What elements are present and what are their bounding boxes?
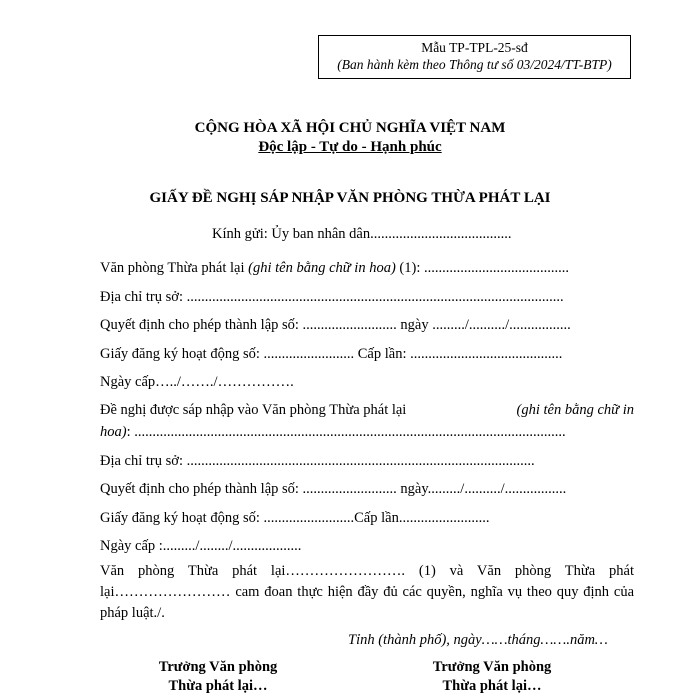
office-name-line — [100, 260, 569, 277]
left-signature-title: Trưởng Văn phòng — [158, 659, 278, 675]
recipient-line: Kính gửi: Ủy ban nhân dân....................................... — [212, 226, 512, 242]
merge-into-label: Đề nghị được sáp nhập vào Văn phòng Thừa phát lại — [100, 402, 407, 418]
left-signature-subtitle: Thừa phát lại… — [168, 678, 268, 694]
decision-line-1: Quyết định cho phép thành lập số: .......................... ngày ........./........../................. — [100, 317, 571, 333]
merge-into-note-cont: hoa) — [100, 424, 127, 440]
merge-into-blank: : ....................................................................................................................... — [126, 424, 566, 440]
merge-into-line — [100, 402, 634, 419]
address-line-2: Địa chỉ trụ sở: ................................................................................................ — [100, 453, 535, 469]
form-issuance-note: (Ban hành kèm theo Thông tư số 03/2024/TT-BTP) — [337, 57, 612, 72]
national-motto: Độc lập - Tự do - Hạnh phúc — [258, 139, 442, 155]
right-signature-subtitle: Thừa phát lại… — [442, 678, 542, 694]
left-signature-block — [118, 658, 318, 696]
merge-into-note: (ghi tên bằng chữ in — [516, 402, 634, 418]
issue-date-line-1: Ngày cấp…../……./……………. — [100, 374, 294, 390]
merge-into-line-2 — [100, 424, 566, 441]
right-signature-title: Trưởng Văn phòng — [432, 659, 552, 675]
registration-line-1: Giấy đăng ký hoạt động số: ......................... Cấp lần: .......................................... — [100, 346, 563, 362]
office-name-note: (ghi tên bằng chữ in hoa) — [248, 260, 396, 276]
country-name: CỘNG HÒA XÃ HỘI CHỦ NGHĨA VIỆT NAM — [194, 120, 506, 136]
address-line-1: Địa chỉ trụ sở: ........................................................................................................ — [100, 289, 564, 305]
motto-wrap — [0, 139, 700, 156]
form-code-box — [318, 35, 631, 79]
registration-line-2: Giấy đăng ký hoạt động số: .........................Cấp lần......................... — [100, 510, 490, 526]
right-signature-block — [392, 658, 592, 696]
date-place-line: Tỉnh (thành phố), ngày……tháng…….năm… — [348, 632, 608, 648]
form-code: Mẫu TP-TPL-25-sđ — [421, 40, 528, 55]
document-title: GIẤY ĐỀ NGHỊ SÁP NHẬP VĂN PHÒNG THỪA PHÁT LẠI — [149, 190, 551, 206]
office-name-blank: (1): ........................................ — [395, 260, 569, 276]
issue-date-line-2: Ngày cấp :........./......../................... — [100, 538, 302, 554]
office-name-label: Văn phòng Thừa phát lại — [100, 260, 249, 276]
decision-line-2: Quyết định cho phép thành lập số: .......................... ngày........./........../................. — [100, 481, 567, 497]
commitment-paragraph: Văn phòng Thừa phát lại……………………. (1) và Văn phòng Thừa phát lại…………………… cam đoan thực hiện đầy đủ các quyền, nghĩa vụ theo quy định của pháp luật./. — [100, 563, 634, 621]
